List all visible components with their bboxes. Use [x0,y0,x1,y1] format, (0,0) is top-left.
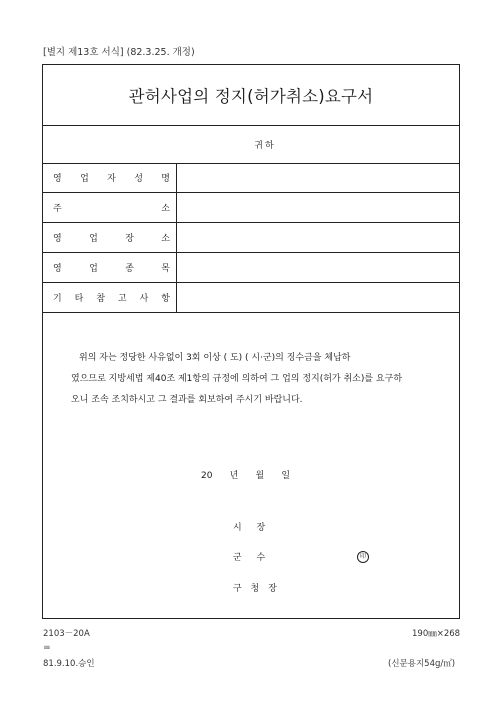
field-label-business-location: 영 업 장 소 [43,223,177,252]
footer-form-code-sub: ㎜ [44,645,50,651]
field-value-business-type[interactable] [177,253,459,282]
form-header-note: [별지 제13호 서식] (82.3.25. 개정) [43,47,195,58]
footer-paper-size: 190㎜×268 [412,629,461,639]
field-row-business-owner [43,163,459,193]
footer-form-code: 2103－20A [43,629,90,639]
field-label-address: 주 소 [43,193,177,222]
official-mayor: 시 장 [233,523,272,533]
footer-approval-date: 81.9.10.승인 [43,659,95,669]
body-line-3: 오니 조속 조치하시고 그 결과를 회보하여 주시기 바랍니다. [71,395,303,405]
request-body-text [71,348,441,411]
field-row-business-location [43,223,459,253]
field-row-business-type [43,253,459,283]
date-line: 20 년 월 일 [201,471,291,481]
footer-paper-type: (신문용지54g/㎡) [388,659,456,669]
field-row-other-notes [43,283,459,313]
recipient-label: 귀하 [254,140,276,151]
field-value-business-location[interactable] [177,223,459,252]
field-table [43,163,459,313]
field-value-address[interactable] [177,193,459,222]
title-row [43,65,459,126]
official-district-head: 구 청 장 [233,584,280,594]
body-line-2: 였으므로 지방세법 제40조 제1항의 규정에 의하여 그 업의 정지(허가 취소)를 요구하 [71,374,403,384]
field-label-business-type: 영 업 종 목 [43,253,177,282]
request-form [42,64,460,619]
field-value-other-notes[interactable] [177,283,459,312]
field-label-business-owner: 영 업 자 성 명 [43,163,177,192]
recipient-row [43,125,459,164]
seal-mark: 印 [357,551,369,563]
field-label-other-notes: 기 타 참 고 사 항 [43,283,177,312]
form-title: 관허사업의 정지(허가취소)요구서 [128,87,374,106]
field-row-address [43,193,459,223]
field-value-business-owner[interactable] [177,163,459,192]
official-governor: 군 수 [233,553,272,563]
body-line-1: 위의 자는 정당한 사유없이 3회 이상 ( 도) ( 시·군)의 징수금을 체납하 [79,353,351,363]
